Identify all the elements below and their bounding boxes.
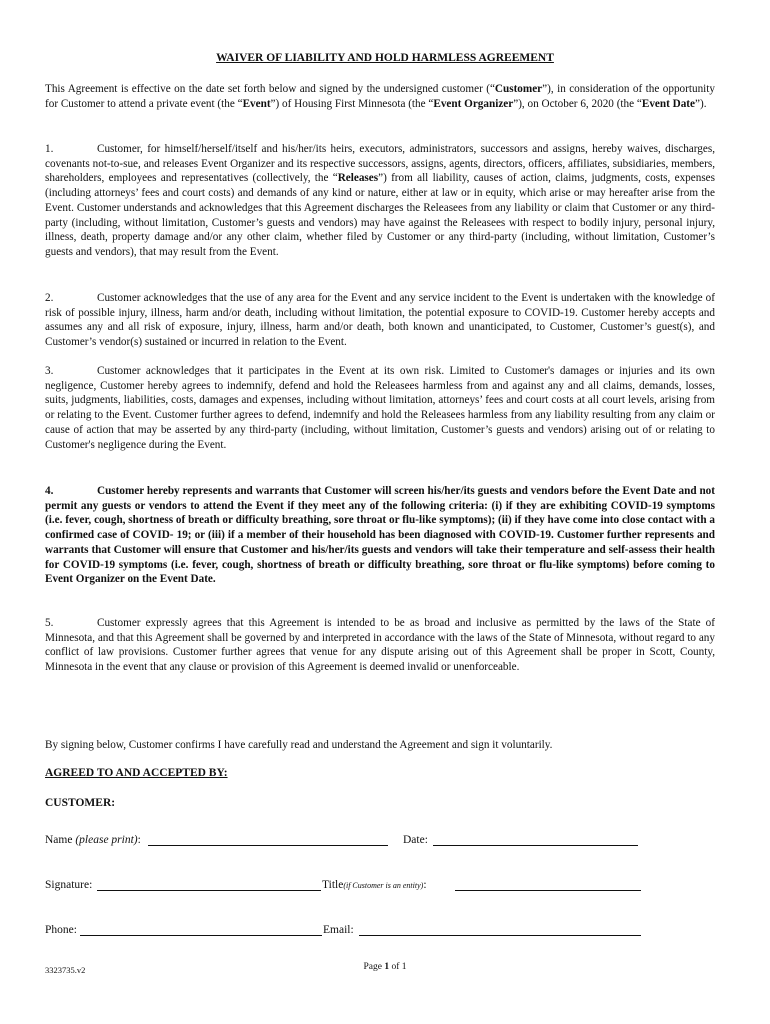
title-label: Title(if Customer is an entity): bbox=[322, 879, 427, 891]
name-hint: (please print) bbox=[75, 834, 138, 846]
page-number: Page 1 of 1 bbox=[363, 962, 407, 972]
document-title: WAIVER OF LIABILITY AND HOLD HARMLESS AGREEMENT bbox=[216, 52, 554, 64]
intro-text: ”), in consideration of the opportunity for Customer to attend a private event (the “ bbox=[45, 83, 715, 110]
document-id: 3323735.v2 bbox=[45, 965, 86, 975]
clause-number: 1. bbox=[45, 143, 54, 155]
agreed-heading: AGREED TO AND ACCEPTED BY: bbox=[45, 767, 228, 779]
name-date-row bbox=[45, 832, 725, 848]
signature-title-row bbox=[45, 877, 725, 893]
intro-term-event: Event bbox=[242, 97, 271, 110]
clause-text: Customer acknowledges that the use of any area for the Event and any service incident to the Event is undertaken with the knowledge of risk of possible injury, illness, harm and/or death, including without limitation, the potential exposure to COVID-19. Customer hereby accepts and assumes any and all risk of exposure, injury, illness, harm and/or death, both known and unanticipated, to Customer, Customer’s guest(s), and Customer’s vendor(s) sustained or incurred in relation to the Event. bbox=[45, 292, 715, 349]
intro-term-customer: Customer bbox=[494, 83, 543, 95]
clause-term-releases: Releases bbox=[337, 172, 379, 185]
intro-paragraph bbox=[45, 82, 715, 111]
phone-email-row bbox=[45, 922, 725, 938]
email-field[interactable] bbox=[359, 923, 641, 936]
intro-term-event-organizer: Event Organizer bbox=[433, 97, 514, 110]
intro-text: ”) of Housing First Minnesota (the “ bbox=[270, 97, 434, 110]
intro-text: ”), on October 6, 2020 (the “ bbox=[513, 97, 642, 110]
email-label: Email: bbox=[323, 924, 354, 936]
signature-field[interactable] bbox=[97, 878, 321, 891]
intro-term-event-date: Event Date bbox=[641, 97, 695, 110]
clause-number: 5. bbox=[45, 617, 54, 629]
clause-text: Customer acknowledges that it participates in the Event at its own risk. Limited to Customer's damages or injuries and its own negligence, Customer hereby agrees to indemnify, defend and hold the Releasees harmless from and against any and all claims, demands, losses, suits, judgments, liabilities, costs, damages and expenses, including without limitation, attorneys’ fees and court costs at all court levels, arising from or relating to the Event. Customer further agrees to defend, indemnify and hold the Releasees harmless from any liability resulting from any claim or cause of action that may be asserted by any third-party (including, without limitation, Customer’s guests and vendors) arising out of or relating to Customer's negligence during the Event. bbox=[45, 365, 715, 451]
title-hint: (if Customer is an entity) bbox=[343, 881, 424, 890]
intro-text: This Agreement is effective on the date set forth below and signed by the undersigned customer (“ bbox=[45, 83, 495, 95]
clause-text: Customer expressly agrees that this Agreement is intended to be as broad and inclusive as permitted by the laws of the State of Minnesota, and that this Agreement shall be governed by and interpreted in accordance with the laws of the State of Minnesota, without regard to any conflict of law provisions. Customer further agrees that venue for any dispute arising out of this Agreement shall be proper in Scott, County, Minnesota in the event that any clause or provision of this Agreement is deemed invalid or unenforceable. bbox=[45, 617, 715, 674]
date-field[interactable] bbox=[433, 833, 638, 846]
name-field[interactable] bbox=[148, 833, 388, 846]
customer-heading: CUSTOMER: bbox=[45, 797, 116, 809]
intro-text: ”). bbox=[695, 97, 707, 110]
clause-2 bbox=[45, 291, 715, 350]
clause-5 bbox=[45, 616, 715, 675]
clause-number: 4. bbox=[45, 485, 54, 497]
closing-statement: By signing below, Customer confirms I have carefully read and understand the Agreement and sign it voluntarily. bbox=[45, 739, 553, 751]
clause-number: 2. bbox=[45, 292, 54, 304]
clause-text: ”) from all liability, causes of action, claims, judgments, costs, expenses (including attorneys’ fees and court costs) and demands of any kind or nature, either at law or in equity, which arise or may hereafter arise from the Event. Customer understands and acknowledges that this Agreement discharges the Releasees from any liability or claim that Customer or any third-party (including, without limitation, Customer’s guests and vendors) may have against the Releasees with respect to bodily injury, personal injury, illness, death, property damage and/or any other claim, whether filed by Customer or any third-party (including, without limitation, Customer’s guests and vendors), that may result from the Event. bbox=[45, 172, 716, 258]
signature-label: Signature: bbox=[45, 879, 93, 891]
title-field[interactable] bbox=[455, 878, 641, 891]
clause-1 bbox=[45, 142, 715, 260]
clause-number: 3. bbox=[45, 365, 54, 377]
phone-label: Phone: bbox=[45, 924, 77, 936]
phone-field[interactable] bbox=[80, 923, 322, 936]
clause-text: Customer hereby represents and warrants that Customer will screen his/her/its guests and vendors before the Event Date and not permit any guests or vendors to attend the Event if they meet any of the following criteria: (i) if they are exhibiting COVID-19 symptoms (i.e. fever, cough, shortness of breath or difficulty breathing, sore throat or flu-like symptoms); (ii) if they have come into close contact with a confirmed case of COVID- 19; or (iii) if a member of their household has been diagnosed with COVID-19. Customer further represents and warrants that Customer will ensure that Customer and his/her/its guests and vendors will take their temperature and self-assess their health for COVID-19 symptoms (i.e. fever, cough, shortness of breath or difficulty breathing, sore throat or flu-like symptoms) before coming to Event Organizer on the Event Date. bbox=[45, 485, 715, 586]
clause-4 bbox=[45, 484, 715, 587]
date-label: Date: bbox=[403, 834, 428, 846]
clause-text: Customer, for himself/herself/itself and his/her/its heirs, executors, administrators, successors and assigns, hereby waives, discharges, covenants not-to-sue, and releases Event Organizer and its respective successors, assigns, agents, directors, officers, affiliates, subsidiaries, members, shareholders, employees and representatives (collectively, the “ bbox=[45, 143, 715, 185]
name-label: Name (please print): bbox=[45, 834, 141, 846]
clause-3 bbox=[45, 364, 715, 452]
